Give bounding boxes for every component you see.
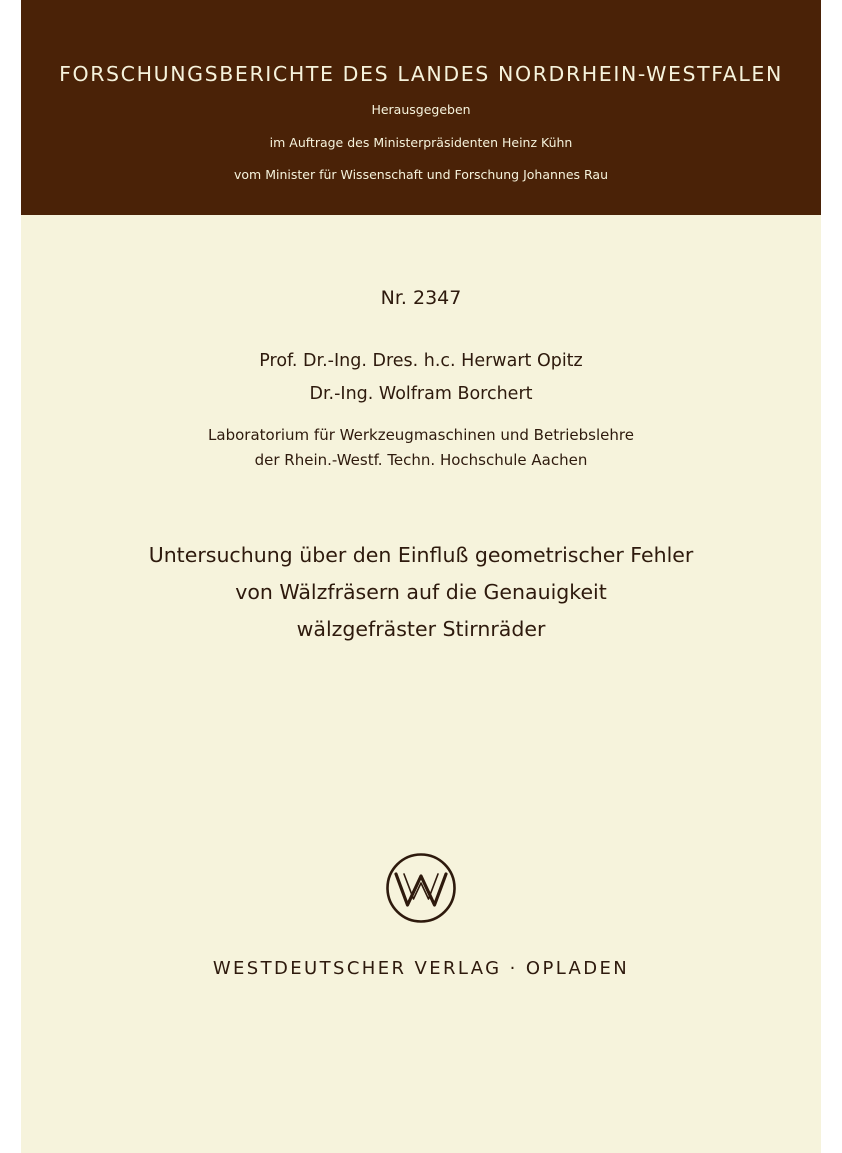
commission-line: im Auftrage des Ministerpräsidenten Heinz Kühn xyxy=(269,135,573,150)
author-name: Prof. Dr.-Ing. Dres. h.c. Herwart Opitz xyxy=(259,351,583,371)
book-title-line: Untersuchung über den Einfluß geometrischer Fehler xyxy=(148,543,694,567)
westdeutscher-verlag-logo-icon xyxy=(385,852,457,924)
institute-line: Laboratorium für Werkzeugmaschinen und Betriebslehre xyxy=(208,426,634,444)
series-banner xyxy=(21,0,821,215)
author-name: Dr.-Ing. Wolfram Borchert xyxy=(309,384,533,404)
edited-label: Herausgegeben xyxy=(371,102,471,117)
book-title-line: von Wälzfräsern auf die Genauigkeit xyxy=(235,580,607,604)
report-number: Nr. 2347 xyxy=(380,287,462,309)
series-title: FORSCHUNGSBERICHTE DES LANDES NORDRHEIN-WESTFALEN xyxy=(59,62,783,86)
book-cover xyxy=(21,0,821,1153)
book-title-line: wälzgefräster Stirnräder xyxy=(296,617,546,641)
publisher-name: WESTDEUTSCHER VERLAG · OPLADEN xyxy=(212,958,630,979)
institute-line: der Rhein.-Westf. Techn. Hochschule Aachen xyxy=(254,451,588,469)
minister-line: vom Minister für Wissenschaft und Forschung Johannes Rau xyxy=(234,167,608,182)
